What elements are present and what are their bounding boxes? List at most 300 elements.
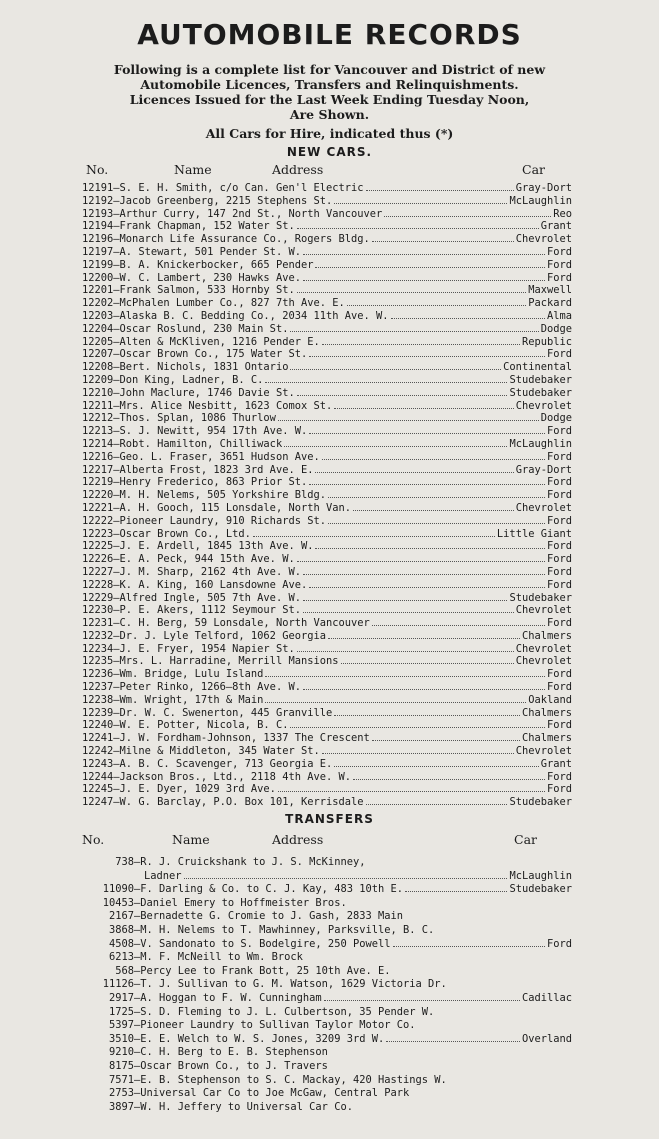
transfer-row	[90, 924, 572, 938]
car-make: Little Giant	[496, 527, 572, 540]
new-car-row	[82, 783, 572, 796]
separator-dash: —	[134, 937, 141, 950]
record-name-address: Alfred Ingle, 505 7th Ave. W.	[119, 591, 301, 604]
dot-leader	[265, 374, 507, 383]
record-number: 12197	[82, 245, 114, 258]
car-make: Republic	[521, 335, 572, 348]
dot-leader	[372, 233, 514, 242]
record-name-address: Robt. Hamilton, Chilliwack	[119, 437, 283, 450]
record-number: 5397	[108, 1019, 134, 1032]
intro-line: Automobile Licences, Transfers and Relinquishments.	[140, 77, 519, 92]
record-name-address: Wm. Wright, 17th & Main	[119, 693, 264, 706]
intro-line: Following is a complete list for Vancouver and District of new	[113, 62, 546, 77]
record-number: 12242	[82, 745, 114, 758]
transfer-row	[90, 978, 572, 992]
record-name-address: T. J. Sullivan to G. M. Watson, 1629 Victoria Dr.	[140, 978, 447, 991]
record-number: 12203	[82, 309, 114, 322]
new-car-row	[82, 592, 572, 605]
car-make: Ford	[546, 245, 572, 258]
car-make: Ford	[546, 348, 572, 361]
separator-dash: —	[134, 856, 141, 868]
record-number: 12207	[82, 348, 114, 361]
record-number: 738	[115, 856, 134, 868]
new-car-row	[82, 284, 572, 297]
car-make: Chevrolet	[515, 745, 572, 758]
car-make: Ford	[546, 489, 572, 502]
record-name-address: J. E. Ardell, 1845 13th Ave. W.	[119, 540, 314, 553]
record-name-address: K. A. King, 160 Lansdowne Ave.	[119, 578, 308, 591]
transfers-heading: TRANSFERS	[285, 812, 374, 826]
new-car-row	[82, 579, 572, 592]
separator-dash: —	[113, 309, 120, 322]
record-name-address: M. F. McNeill to Wm. Brock	[140, 951, 303, 964]
record-name-address: W. E. Potter, Nicola, B. C.	[119, 719, 289, 732]
separator-dash: —	[134, 1059, 141, 1072]
separator-dash: —	[113, 425, 120, 438]
car-make: Ford	[546, 425, 572, 438]
record-name-address: Pioneer Laundry, 910 Richards St.	[119, 514, 326, 527]
dot-leader	[309, 425, 545, 434]
dot-leader	[290, 719, 545, 728]
dot-leader	[309, 348, 545, 357]
separator-dash: —	[113, 399, 120, 412]
new-car-row	[82, 515, 572, 528]
separator-dash: —	[134, 896, 141, 909]
new-car-row	[82, 323, 572, 336]
record-name-address: A. H. Gooch, 115 Lonsdale, North Van.	[119, 501, 352, 514]
record-name-address: S. E. H. Smith, c/o Can. Gen'l Electric	[119, 182, 364, 194]
new-car-row	[82, 259, 572, 272]
record-number: 12196	[82, 233, 114, 246]
record-number: 12204	[82, 322, 114, 335]
record-number: 12223	[82, 527, 114, 540]
separator-dash: —	[113, 284, 120, 297]
record-name-address: Jacob Greenberg, 2215 Stephens St.	[119, 194, 333, 207]
separator-dash: —	[113, 757, 120, 770]
transfer-row	[90, 992, 572, 1006]
new-car-row	[82, 361, 572, 374]
new-car-row	[82, 643, 572, 656]
dot-leader	[290, 361, 501, 370]
record-number: 12237	[82, 681, 114, 694]
dot-leader	[372, 732, 520, 741]
record-number: 12213	[82, 425, 114, 438]
new-car-row	[82, 796, 572, 809]
col-address: Address	[272, 162, 324, 177]
record-number: 12216	[82, 450, 114, 463]
separator-dash: —	[113, 182, 120, 194]
separator-dash: —	[113, 501, 120, 514]
dot-leader	[303, 272, 545, 281]
car-make: Ford	[546, 681, 572, 694]
separator-dash: —	[113, 617, 120, 630]
record-number: 3510	[108, 1032, 134, 1045]
new-car-row	[82, 310, 572, 323]
car-make: McLaughlin	[509, 194, 572, 207]
car-make: Chevrolet	[515, 655, 572, 668]
car-make: Studebaker	[509, 796, 572, 809]
record-name-address: Bert. Nichols, 1831 Ontario	[119, 361, 289, 374]
separator-dash: —	[113, 297, 120, 310]
dot-leader	[278, 412, 539, 421]
car-make: McLaughlin	[509, 437, 572, 450]
new-car-row	[82, 438, 572, 451]
separator-dash: —	[113, 463, 120, 476]
dot-leader	[303, 246, 545, 255]
separator-dash: —	[113, 437, 120, 450]
car-make: Dodge	[540, 412, 572, 425]
record-number: 12239	[82, 706, 114, 719]
record-name-address: Henry Frederico, 863 Prior St.	[119, 476, 308, 489]
record-number: 12245	[82, 783, 114, 796]
transfer-row-continuation	[90, 870, 572, 884]
car-make: Chevrolet	[515, 233, 572, 246]
separator-dash: —	[113, 655, 120, 668]
new-car-row	[82, 502, 572, 515]
record-number: 12235	[82, 655, 114, 668]
new-car-row	[82, 528, 572, 541]
car-make: Dodge	[540, 322, 572, 335]
separator-dash: —	[113, 322, 120, 335]
separator-dash: —	[113, 386, 120, 399]
new-car-row	[82, 246, 572, 259]
new-car-row	[82, 681, 572, 694]
dot-leader	[297, 220, 539, 229]
new-car-row	[82, 400, 572, 413]
car-make: Maxwell	[528, 284, 572, 297]
dot-leader	[309, 579, 545, 588]
new-car-row	[82, 758, 572, 771]
new-car-row	[82, 464, 572, 477]
car-make: Continental	[503, 361, 572, 374]
separator-dash: —	[113, 540, 120, 553]
record-number: 12208	[82, 361, 114, 374]
new-car-row	[82, 182, 572, 195]
dot-leader	[315, 540, 544, 549]
record-number: 12205	[82, 335, 114, 348]
record-number: 2753	[108, 1087, 134, 1100]
dot-leader	[284, 438, 507, 447]
record-name-address: Alaska B. C. Bedding Co., 2034 11th Ave. W.	[119, 309, 389, 322]
dot-leader	[353, 502, 514, 511]
dot-leader	[366, 796, 508, 805]
separator-dash: —	[113, 450, 120, 463]
car-make: Reo	[553, 207, 572, 220]
record-name-address: P. E. Akers, 1112 Seymour St.	[119, 604, 301, 617]
new-car-row	[82, 604, 572, 617]
separator-dash: —	[113, 706, 120, 719]
record-name-address: J. E. Dyer, 1029 3rd Ave.	[119, 783, 276, 796]
new-car-row	[82, 374, 572, 387]
record-name-address: B. A. Knickerbocker, 665 Pender	[119, 258, 314, 271]
separator-dash: —	[113, 514, 120, 527]
record-number: 12202	[82, 297, 114, 310]
transfer-row	[90, 951, 572, 965]
record-number: 12211	[82, 399, 114, 412]
record-name-address: Mrs. L. Harradine, Merrill Mansions	[119, 655, 339, 668]
separator-dash: —	[113, 681, 120, 694]
car-make: Ford	[546, 719, 572, 732]
record-name-address: Oscar Brown Co., to J. Travers	[140, 1059, 328, 1072]
record-number: 12238	[82, 693, 114, 706]
dot-leader	[322, 336, 520, 345]
dot-leader	[334, 707, 520, 716]
record-number: 12222	[82, 514, 114, 527]
separator-dash: —	[113, 578, 120, 591]
record-name-address: Bernadette G. Cromie to J. Gash, 2833 Main	[140, 910, 404, 923]
record-name-address: A. B. C. Scavenger, 713 Georgia E.	[119, 757, 333, 770]
transfer-row	[90, 1019, 572, 1033]
record-name-address: McPhalen Lumber Co., 827 7th Ave. E.	[119, 297, 345, 310]
record-number: 12191	[82, 182, 114, 194]
dot-leader	[391, 310, 545, 319]
record-number: 3897	[108, 1100, 134, 1113]
separator-dash: —	[134, 991, 141, 1004]
dot-leader	[278, 783, 545, 792]
record-number: 568	[115, 964, 134, 977]
dot-leader	[297, 643, 514, 652]
car-make: Chevrolet	[515, 399, 572, 412]
record-number: 3868	[108, 923, 134, 936]
record-name-address: C. H. Berg, 59 Lonsdale, North Vancouver	[119, 617, 370, 630]
record-number: 12240	[82, 719, 114, 732]
separator-dash: —	[134, 1046, 141, 1059]
new-car-row	[82, 668, 572, 681]
dot-leader	[290, 323, 538, 332]
record-name-address: Alberta Frost, 1823 3rd Ave. E.	[119, 463, 314, 476]
dot-leader	[265, 668, 545, 677]
car-make: Chevrolet	[515, 604, 572, 617]
separator-dash: —	[113, 770, 120, 783]
record-number: 12244	[82, 770, 114, 783]
separator-dash: —	[113, 745, 120, 758]
separator-dash: —	[134, 1073, 141, 1086]
dot-leader	[303, 681, 545, 690]
record-number: 12236	[82, 668, 114, 681]
record-number: 12243	[82, 757, 114, 770]
new-cars-list	[82, 182, 572, 809]
record-number: 6213	[108, 951, 134, 964]
separator-dash: —	[134, 1005, 141, 1018]
record-number: 12210	[82, 386, 114, 399]
separator-dash: —	[113, 361, 120, 374]
car-make: Gray-Dort	[515, 182, 572, 194]
dot-leader	[386, 1033, 520, 1042]
record-name-address: W. C. Lambert, 230 Hawks Ave.	[119, 271, 301, 284]
separator-dash: —	[113, 476, 120, 489]
transfers-column-header	[82, 832, 572, 848]
dot-leader	[322, 451, 545, 460]
record-number: 2917	[108, 991, 134, 1004]
car-make: Chalmers	[521, 629, 572, 642]
record-number: 12230	[82, 604, 114, 617]
car-make: Gray-Dort	[515, 463, 572, 476]
new-car-row	[82, 719, 572, 732]
record-number: 12200	[82, 271, 114, 284]
new-car-row	[82, 208, 572, 221]
separator-dash: —	[134, 1100, 141, 1113]
new-car-row	[82, 425, 572, 438]
record-number: 12228	[82, 578, 114, 591]
record-number: 12232	[82, 629, 114, 642]
col-name: Name	[174, 162, 212, 177]
dot-leader	[309, 476, 545, 485]
dot-leader	[334, 758, 538, 767]
separator-dash: —	[113, 271, 120, 284]
car-make: Ford	[546, 258, 572, 271]
dot-leader	[297, 284, 526, 293]
record-number: 12247	[82, 796, 114, 809]
dot-leader	[324, 992, 520, 1001]
dot-leader	[372, 617, 545, 626]
transfer-row	[90, 1074, 572, 1088]
record-name-address: Ladner	[144, 869, 182, 882]
car-make: Ford	[546, 937, 572, 950]
dot-leader	[353, 771, 545, 780]
record-number: 8175	[108, 1059, 134, 1072]
record-number: 9210	[108, 1046, 134, 1059]
dot-leader	[366, 182, 514, 191]
car-make: Chalmers	[521, 706, 572, 719]
record-name-address: Alten & McKliven, 1216 Pender E.	[119, 335, 320, 348]
record-number: 4508	[108, 937, 134, 950]
separator-dash: —	[113, 796, 120, 809]
record-name-address: C. H. Berg to E. B. Stephenson	[140, 1046, 328, 1059]
col-no: No.	[82, 832, 105, 847]
record-name-address: Dr. J. Lyle Telford, 1062 Georgia	[119, 629, 326, 642]
car-make: Chevrolet	[515, 642, 572, 655]
record-number: 12214	[82, 437, 114, 450]
transfer-row	[90, 1101, 572, 1115]
record-number: 7571	[108, 1073, 134, 1086]
transfer-row	[90, 1046, 572, 1060]
car-make: Ford	[546, 783, 572, 796]
record-number: 1725	[108, 1005, 134, 1018]
dot-leader	[297, 387, 508, 396]
separator-dash: —	[113, 565, 120, 578]
car-make: Ford	[546, 578, 572, 591]
new-car-row	[82, 553, 572, 566]
record-number: 12220	[82, 489, 114, 502]
transfer-row	[90, 938, 572, 952]
separator-dash: —	[113, 629, 120, 642]
car-make: Studebaker	[509, 373, 572, 386]
transfer-row	[90, 883, 572, 897]
new-car-row	[82, 476, 572, 489]
car-make: Grant	[540, 757, 572, 770]
transfers-list	[90, 856, 572, 1114]
transfer-row	[90, 1033, 572, 1047]
record-name-address: Percy Lee to Frank Bott, 25 10th Ave. E.	[140, 964, 391, 977]
record-name-address: Universal Car Co to Joe McGaw, Central Park	[140, 1087, 410, 1100]
record-name-address: Pioneer Laundry to Sullivan Taylor Motor Co.	[140, 1019, 416, 1032]
record-number: 12209	[82, 373, 114, 386]
new-car-row	[82, 195, 572, 208]
new-car-row	[82, 617, 572, 630]
car-make: Ford	[546, 668, 572, 681]
record-number: 12221	[82, 501, 114, 514]
record-number: 11126	[102, 978, 134, 991]
record-number: 12226	[82, 553, 114, 566]
col-car: Car	[522, 162, 545, 177]
separator-dash: —	[113, 258, 120, 271]
car-make: Overland	[521, 1032, 572, 1045]
record-name-address: Jackson Bros., Ltd., 2118 4th Ave. W.	[119, 770, 352, 783]
separator-dash: —	[113, 642, 120, 655]
record-number: 12225	[82, 540, 114, 553]
record-name-address: Thos. Splan, 1086 Thurlow	[119, 412, 276, 425]
separator-dash: —	[113, 604, 120, 617]
record-number: 12193	[82, 207, 114, 220]
separator-dash: —	[113, 348, 120, 361]
intro-line: Are Shown.	[289, 107, 370, 122]
col-address: Address	[272, 832, 324, 847]
separator-dash: —	[113, 719, 120, 732]
car-make: Ford	[546, 553, 572, 566]
dot-leader	[253, 528, 495, 537]
new-car-row	[82, 630, 572, 643]
new-car-row	[82, 272, 572, 285]
record-name-address: A. Hoggan to F. W. Cunningham	[140, 991, 322, 1004]
car-make: Studebaker	[509, 883, 572, 896]
car-make: Chalmers	[521, 732, 572, 745]
separator-dash: —	[113, 732, 120, 745]
record-name-address: John Maclure, 1746 Davie St.	[119, 386, 295, 399]
car-make: Cadillac	[521, 991, 572, 1004]
new-car-row	[82, 451, 572, 464]
separator-dash: —	[113, 220, 120, 233]
dot-leader	[347, 297, 526, 306]
record-name-address: M. H. Nelems to T. Mawhinney, Parksville, B. C.	[140, 923, 435, 936]
page-title: AUTOMOBILE RECORDS	[137, 18, 522, 51]
record-name-address: Dr. W. C. Swenerton, 445 Granville	[119, 706, 333, 719]
record-name-address: E. B. Stephenson to S. C. Mackay, 420 Hastings W.	[140, 1073, 447, 1086]
record-name-address: J. M. Sharp, 2162 4th Ave. W.	[119, 565, 301, 578]
separator-dash: —	[134, 1019, 141, 1032]
record-name-address: S. J. Newitt, 954 17th Ave. W.	[119, 425, 308, 438]
separator-dash: —	[113, 245, 120, 258]
record-name-address: V. Sandonato to S. Bodelgire, 250 Powell	[140, 937, 391, 950]
separator-dash: —	[134, 964, 141, 977]
transfer-row	[90, 1060, 572, 1074]
hire-note: All Cars for Hire, indicated thus (*)	[205, 126, 454, 141]
separator-dash: —	[113, 335, 120, 348]
new-car-row	[82, 655, 572, 668]
separator-dash: —	[134, 883, 141, 896]
dot-leader	[303, 592, 507, 601]
record-name-address: Daniel Emery to Hoffmeister Bros.	[140, 896, 347, 909]
record-number: 12201	[82, 284, 114, 297]
record-name-address: Don King, Ladner, B. C.	[119, 373, 264, 386]
separator-dash: —	[134, 910, 141, 923]
dot-leader	[303, 566, 545, 575]
record-number: 2167	[108, 910, 134, 923]
record-name-address: Oscar Brown Co., Ltd.	[119, 527, 251, 540]
record-name-address: S. D. Fleming to J. L. Culbertson, 35 Pender W.	[140, 1005, 435, 1018]
record-number: 12199	[82, 258, 114, 271]
record-number: 12231	[82, 617, 114, 630]
dot-leader	[322, 745, 514, 754]
transfer-row	[90, 965, 572, 979]
dot-leader	[341, 655, 514, 664]
new-car-row	[82, 732, 572, 745]
transfer-row	[90, 1006, 572, 1020]
car-make: Ford	[546, 565, 572, 578]
new-car-row	[82, 297, 572, 310]
car-make: Oakland	[528, 693, 572, 706]
transfer-row	[90, 856, 572, 870]
car-make: Ford	[546, 476, 572, 489]
